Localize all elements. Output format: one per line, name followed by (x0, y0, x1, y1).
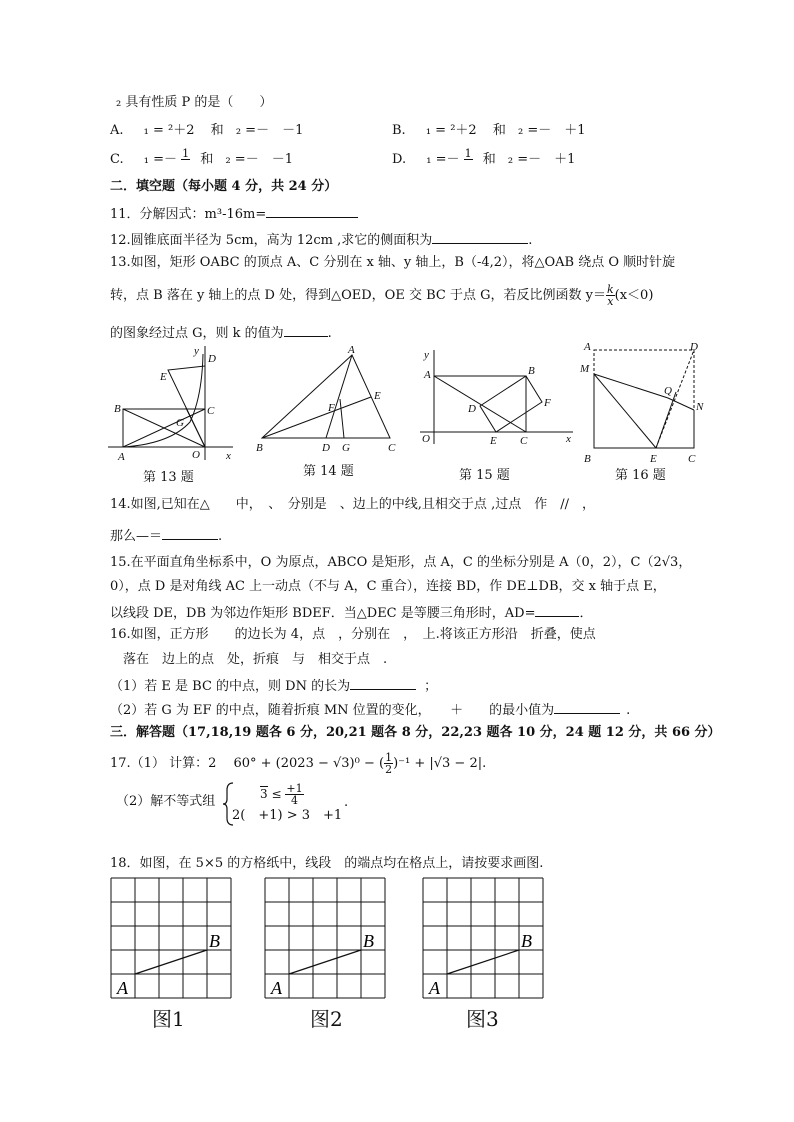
q17-end: . (344, 795, 349, 810)
q16-line1: 16.如图，正方形 的边长为 4，点 ，分别在 ， 上.将该正方形沿 折叠，使点 (110, 627, 596, 642)
q16-line2: 落在 边上的点 处，折痕 与 相交于点 . (110, 652, 388, 667)
caption-grid-1: 图1 (152, 1007, 185, 1031)
q18-text: 18．如图，在 5×5 的方格纸中，线段 的端点均在格点上，请按要求画图. (110, 856, 544, 871)
q17-part1 (110, 752, 486, 775)
q15-line3 (110, 602, 592, 623)
label-c: C (388, 442, 396, 454)
q10-option-a (110, 122, 303, 140)
q13-domain: (x＜0) (614, 288, 654, 303)
q16-sub2 (110, 699, 630, 720)
option-y1: ₁ = ²＋2 (425, 123, 477, 138)
label-f: F (328, 402, 335, 414)
label-y: y (424, 349, 429, 361)
segment-ab (447, 950, 519, 974)
label-a: A (118, 451, 125, 463)
answer-blank[interactable] (266, 203, 358, 218)
q15-line1: 15.在平面直角坐标系中，O 为原点，ABCO 是矩形，点 A，C 的坐标分别是 A（0，2），C（2√3， (110, 555, 692, 570)
option-y1: ₁ =－ (426, 152, 460, 167)
segment-ab (135, 950, 207, 974)
fraction-k-over-x: $\frac{k}{x}$ (606, 283, 614, 308)
fraction-one-half: $\frac{1}{2}$ (385, 751, 393, 776)
q10-option-b (392, 122, 586, 140)
label-d: D (468, 403, 476, 415)
q10-stem: ₂ 具有性质 P 的是（ ） (116, 95, 273, 110)
label-e: E (490, 435, 497, 447)
q14-end: . (218, 529, 223, 544)
figure-14 (252, 343, 400, 459)
inequality-1 (260, 783, 304, 806)
point-label-a: A (271, 978, 282, 998)
answer-blank[interactable] (284, 322, 328, 337)
dashed-ed (656, 350, 694, 448)
square-abcd (594, 374, 694, 448)
caption-grid-3: 图3 (466, 1007, 499, 1031)
q12-text: 12.圆锥底面半径为 5cm，高为 12cm ,求它的侧面积为 (110, 233, 433, 248)
option-y2: ₂ =－ ＋1 (517, 123, 586, 138)
q13-line3 (110, 322, 332, 343)
q13-text: 转，点 B 落在 y 轴上的点 D 处，得到△OED，OE 交 BC 于点 G，若反比例函数 y＝ (110, 288, 606, 303)
q10-option-c (110, 148, 293, 171)
option-label: D. (392, 152, 407, 167)
option-fraction: 1 (464, 147, 472, 160)
segment-ab (289, 950, 361, 974)
figure-15 (418, 344, 578, 459)
option-and: 和 (200, 152, 214, 167)
q16-sub2-text: （2）若 G 为 EF 的中点，随着折痕 MN 位置的变化， ＋ 的最小值为 (110, 703, 555, 718)
grid-figure-2 (264, 877, 386, 999)
q15-end: ． (579, 606, 593, 621)
label-a: A (424, 369, 431, 381)
q15-line2: 0），点 D 是对角线 AC 上一动点（不与 A，C 重合），连接 BD，作 DE⊥DB，交 x 轴于点 E， (110, 579, 666, 594)
label-a: A (584, 341, 591, 353)
option-y1: ₁ =－ (143, 152, 178, 167)
label-y: y (194, 345, 199, 357)
q11-text: 11．分解因式：m³-16m= (110, 207, 267, 222)
q12 (110, 229, 532, 250)
caption-fig14: 第 14 题 (303, 464, 354, 479)
label-f: F (544, 397, 551, 409)
label-b: B (256, 442, 263, 454)
point-label-b: B (363, 931, 374, 951)
label-o: O (192, 449, 200, 461)
grid-figure-1 (110, 877, 232, 999)
option-label: B. (392, 123, 406, 138)
point-label-a: A (117, 978, 128, 998)
option-and: 和 (482, 152, 496, 167)
label-b: B (114, 403, 121, 415)
grid-figure-3 (422, 877, 544, 999)
caption-fig15: 第 15 题 (459, 468, 510, 483)
label-c: C (520, 435, 528, 447)
q10-option-d (392, 148, 575, 171)
option-fraction: 1 (182, 147, 190, 160)
option-y2: ₂ =－ －1 (235, 123, 304, 138)
option-label: A. (110, 123, 124, 138)
section-2-heading: 二．填空题（每小题 4 分，共 24 分） (110, 179, 338, 194)
caption-fig16: 第 16 题 (615, 468, 666, 483)
ineq1-left: 3 (260, 787, 268, 801)
median-be (262, 397, 371, 438)
point-label-a: A (429, 978, 440, 998)
triangle-abc (262, 355, 390, 438)
point-label-b: B (209, 931, 220, 951)
q14-line1: 14.如图,已知在△ 中， 、 分别是 、边上的中线,且相交于点 ,过点 作 // ， (110, 497, 595, 512)
q16-sub1-text: （1）若 E 是 BC 的中点，则 DN 的长为 (110, 679, 351, 694)
q15-text: 以线段 DE，DB 为邻边作矩形 BDEF．当△DEC 是等腰三角形时，AD= (110, 606, 536, 621)
label-e: E (160, 371, 167, 383)
label-g: G (176, 417, 184, 429)
label-x: x (226, 450, 231, 462)
answer-blank[interactable] (432, 229, 528, 244)
label-x: x (566, 433, 571, 445)
option-y1: ₁ = ²＋2 (143, 123, 195, 138)
q13-line2 (110, 284, 653, 307)
option-y2: ₂ =－ －1 (225, 152, 293, 167)
option-and: 和 (210, 123, 224, 138)
q16-sub1 (110, 675, 437, 696)
label-b: B (584, 453, 591, 464)
label-o: O (422, 433, 430, 445)
q11 (110, 203, 358, 224)
q13-line1: 13.如图，矩形 OABC 的顶点 A、C 分别在 x 轴、y 轴上，B（-4,2），将△OAB 绕点 O 顺时针旋 (110, 255, 676, 270)
point-label-b: B (521, 931, 532, 951)
inequality-2: 2( +1) > 3 +1 (232, 808, 343, 823)
label-c: C (688, 453, 696, 464)
figure-13 (108, 342, 238, 464)
label-d: D (208, 353, 216, 365)
figure-16 (578, 338, 712, 464)
label-a: A (348, 344, 355, 356)
q16-sub2-end: . (626, 703, 631, 718)
line-eq (656, 392, 676, 448)
q17-expr-end: )⁻¹ + |√3 − 2|. (393, 756, 487, 771)
label-d: D (322, 442, 330, 454)
answer-blank[interactable] (350, 675, 416, 690)
q12-end: . (528, 233, 533, 248)
option-label: C. (110, 152, 124, 167)
label-q: Q (664, 385, 672, 397)
q17-expr: 17.（1） 计算：2 60° + (2023 − √3)⁰ − ( (110, 756, 385, 771)
ineq1-fraction: $\frac{+1}{4}$ (286, 782, 303, 807)
label-e: E (374, 390, 381, 402)
label-e: E (650, 453, 657, 464)
label-d: D (690, 341, 698, 353)
caption-fig13: 第 13 题 (143, 470, 194, 485)
rectangle-bdef (480, 376, 542, 432)
label-n: N (696, 401, 704, 413)
q17-part2-label: （2）解不等式组 (116, 794, 216, 809)
q14-text: 那么—＝ (110, 529, 163, 544)
line-fg (340, 399, 344, 438)
option-and: 和 (492, 123, 506, 138)
section-3-heading: 三．解答题（17,18,19 题各 6 分，20,21 题各 8 分，22,23 题各 10 分，24 题 12 分，共 66 分） (110, 725, 721, 740)
label-c: C (207, 405, 215, 417)
q14-line2 (110, 525, 222, 546)
label-g: G (342, 442, 350, 454)
line-me (594, 374, 656, 448)
q16-sub1-end: ； (424, 679, 438, 694)
q13-end: . (327, 326, 332, 341)
option-y2: ₂ =－ ＋1 (507, 152, 576, 167)
ineq1-relation: ≤ (271, 787, 282, 801)
answer-blank[interactable] (535, 602, 579, 617)
caption-grid-2: 图2 (310, 1007, 343, 1031)
answer-blank[interactable] (554, 699, 620, 714)
q13-text: 的图象经过点 G，则 k 的值为 (110, 326, 284, 341)
diagonal-ac (434, 376, 526, 432)
label-b: B (528, 365, 535, 377)
answer-blank[interactable] (162, 525, 218, 540)
label-m: M (580, 363, 590, 375)
